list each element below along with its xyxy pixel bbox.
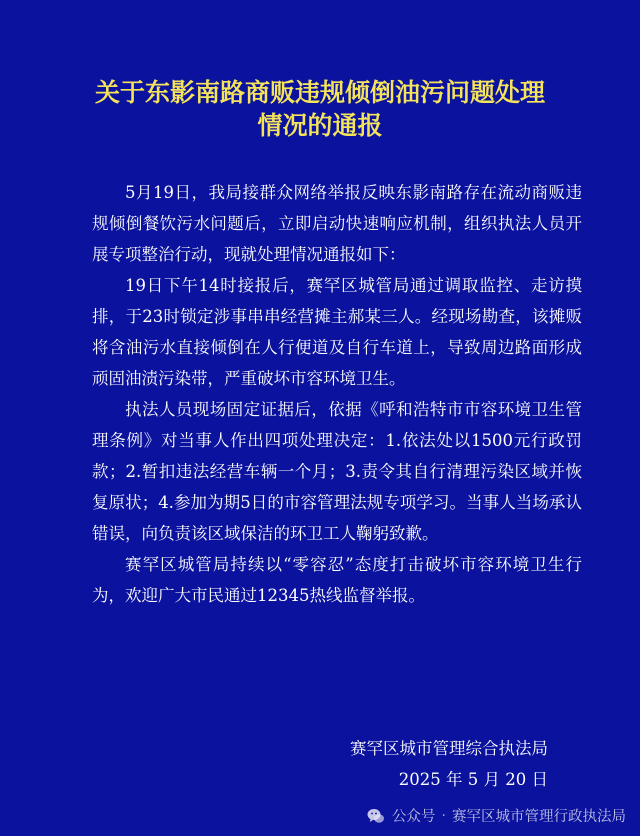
watermark: [366, 805, 626, 826]
paragraph-investigation: 19日下午14时接报后，赛罕区城管局通过调取监控、走访摸排，于23时锁定涉事串串经营摊主郝某三人。经现场勘查，该摊贩将含油污水直接倾倒在人行便道及自行车道上，导致周边路面形成顽固油渍污染带，严重破坏市容环境卫生。: [92, 276, 582, 388]
paragraph-closing: 赛罕区城管局持续以“零容忍”态度打击破坏市容环境卫生行为，欢迎广大市民通过12345热线监督举报。: [92, 555, 582, 605]
paragraph-intro: 5月19日，我局接群众网络举报反映东影南路存在流动商贩违规倾倒餐饮污水问题后，立即启动快速响应机制，组织执法人员开展专项整治行动，现就处理情况通报如下：: [92, 183, 582, 264]
watermark-label: 公众号: [391, 809, 436, 825]
paragraph-decision: 执法人员现场固定证据后，依据《呼和浩特市市容环境卫生管理条例》对当事人作出四项处理决定：1.依法处以1500元行政罚款；2.暂扣违法经营车辆一个月；3.责令其自行清理污染区域并恢复原状；4.参加为期5日的市容管理法规专项学习。当事人当场承认错误，向负责该区域保洁的环卫工人鞠躬致歉。: [92, 400, 582, 543]
wechat-icon: [366, 806, 386, 826]
notice-title: [40, 76, 600, 142]
title-line-2: 情况的通报: [257, 111, 383, 140]
watermark-separator: ·: [441, 807, 446, 824]
signature-date: 2025 年 5 月 20 日: [398, 770, 548, 789]
notice-body: [92, 177, 582, 611]
title-line-1: 关于东影南路商贩违规倾倒油污问题处理: [94, 78, 545, 107]
signature-org: 赛罕区城市管理综合执法局: [350, 739, 548, 758]
signature-block: [350, 733, 548, 795]
watermark-account: 赛罕区城市管理行政执法局: [452, 809, 626, 825]
